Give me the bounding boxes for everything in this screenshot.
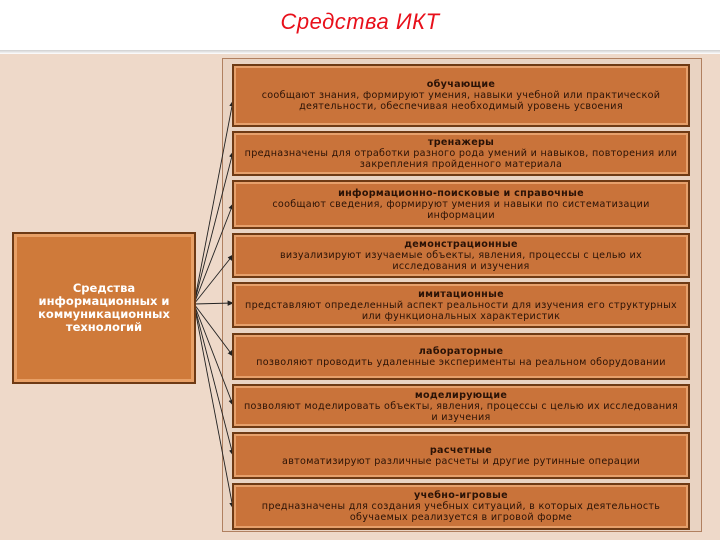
root-node bbox=[12, 232, 196, 384]
category-description: предназначены для создания учебных ситуаций, в которых деятельность обучаемых реализуется в игровой форме bbox=[261, 501, 661, 523]
category-heading: демонстрационные bbox=[404, 239, 518, 250]
category-box-laboratory bbox=[232, 333, 690, 380]
category-description: позволяют моделировать объекты, явления, процессы с целью их исследования и изучения bbox=[243, 400, 679, 423]
category-heading: обучающие bbox=[426, 79, 496, 90]
category-description: представляют определенный аспект реальности для изучения его структурных или функциональных характеристик bbox=[245, 299, 677, 322]
slide-title: Средства ИКТ bbox=[280, 9, 440, 34]
category-description: сообщают знания, формируют умения, навыки учебной или практической деятельности, обеспечивая необходимый уровень усвоения bbox=[261, 90, 661, 112]
category-heading: моделирующие bbox=[414, 389, 508, 401]
category-heading: информационно-поисковые и справочные bbox=[338, 188, 584, 199]
category-heading: учебно-игровые bbox=[414, 490, 508, 501]
category-heading: тренажеры bbox=[427, 137, 495, 148]
category-box-trainers bbox=[232, 131, 690, 176]
category-box-calculation bbox=[232, 432, 690, 479]
category-box-modeling bbox=[232, 384, 690, 428]
category-description: сообщают сведения, формируют умения и навыки по систематизации информации bbox=[272, 199, 650, 221]
category-box-simulation bbox=[232, 282, 690, 328]
category-description: позволяют проводить удаленные эксперименты на реальном оборудовании bbox=[256, 356, 666, 368]
category-heading: расчетные bbox=[429, 444, 493, 456]
root-label: Средства информационных и коммуникационных технологий bbox=[38, 281, 170, 334]
category-heading: лабораторные bbox=[418, 345, 504, 357]
category-box-learning bbox=[232, 64, 690, 127]
category-description: предназначены для отработки разного рода умений и навыков, повторения или закрепления пройденного материала bbox=[244, 148, 678, 170]
category-description: визуализируют изучаемые объекты, явления, процессы с целью их исследования и изучения bbox=[279, 250, 643, 272]
category-heading: имитационные bbox=[418, 288, 504, 300]
category-box-reference bbox=[232, 180, 690, 229]
category-description: автоматизируют различные расчеты и другие рутинные операции bbox=[282, 455, 640, 467]
category-box-demonstration bbox=[232, 233, 690, 278]
category-box-educational-games bbox=[232, 483, 690, 530]
